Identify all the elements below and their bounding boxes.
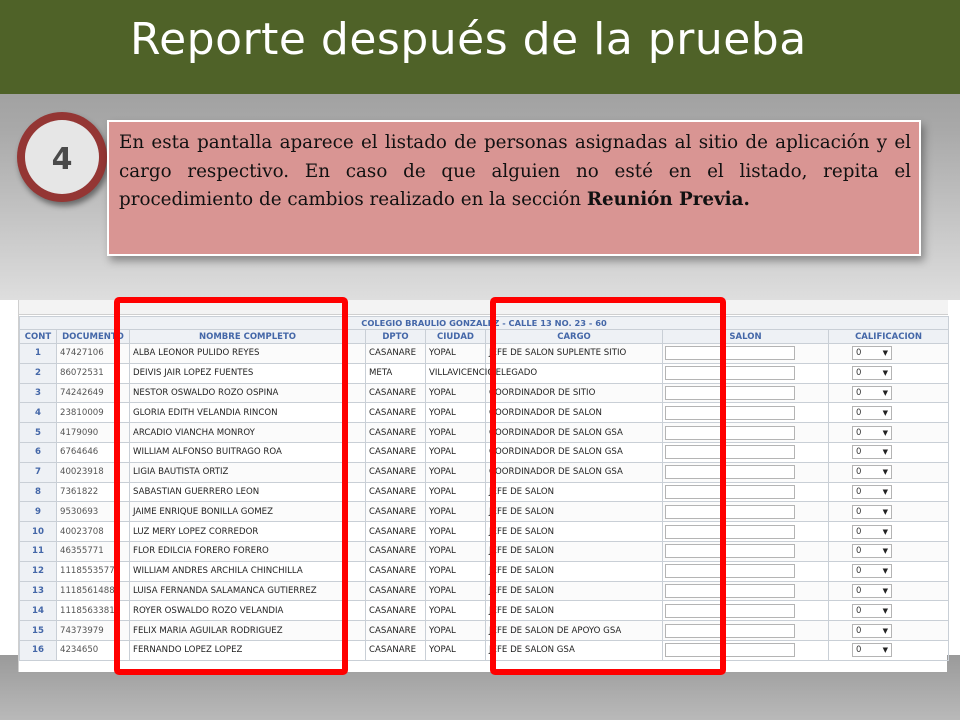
ciudad-cell: YOPAL	[426, 383, 486, 403]
ciudad-cell: YOPAL	[426, 423, 486, 443]
row-number: 14	[20, 601, 57, 621]
calificacion-cell	[829, 581, 949, 601]
row-number: 10	[20, 522, 57, 542]
calificacion-select[interactable]	[852, 505, 892, 519]
ciudad-cell: YOPAL	[426, 640, 486, 660]
calificacion-cell	[829, 403, 949, 423]
dpto-cell: CASANARE	[366, 383, 426, 403]
calificacion-select[interactable]	[852, 485, 892, 499]
calificacion-select[interactable]	[852, 525, 892, 539]
document-cell: 6764646	[57, 442, 130, 462]
name-cell: GLORIA EDITH VELANDIA RINCON	[130, 403, 366, 423]
cargo-cell: COORDINADOR DE SALON GSA	[486, 423, 663, 443]
calificacion-value: 0	[856, 427, 862, 438]
dpto-cell: META	[366, 363, 426, 383]
name-cell: ALBA LEONOR PULIDO REYES	[130, 344, 366, 364]
calificacion-cell	[829, 363, 949, 383]
document-cell: 40023708	[57, 522, 130, 542]
cargo-cell: JEFE DE SALON GSA	[486, 640, 663, 660]
calificacion-value: 0	[856, 585, 862, 596]
dpto-cell: CASANARE	[366, 442, 426, 462]
dropdown-arrow-icon: ▼	[882, 369, 888, 378]
dropdown-arrow-icon: ▼	[882, 527, 888, 536]
cargo-cell: JEFE DE SALON DE APOYO GSA	[486, 621, 663, 641]
document-cell: 1118563381	[57, 601, 130, 621]
cargo-column-highlight	[490, 297, 726, 675]
row-number: 3	[20, 383, 57, 403]
document-cell: 4234650	[57, 640, 130, 660]
note-text: En esta pantalla aparece el listado de personas asignadas al sitio de aplicación y el cargo respectivo. En caso de que alguien no esté en el listado, repita el procedimiento de cambios realizado en la sección	[119, 132, 911, 210]
cargo-cell: JEFE DE SALON	[486, 502, 663, 522]
calificacion-select[interactable]	[852, 346, 892, 360]
dropdown-arrow-icon: ▼	[882, 408, 888, 417]
step-number-badge	[17, 112, 107, 202]
calificacion-value: 0	[856, 348, 862, 359]
title-bar	[0, 0, 960, 94]
dropdown-arrow-icon: ▼	[882, 448, 888, 457]
cargo-cell: JEFE DE SALON	[486, 482, 663, 502]
row-number: 8	[20, 482, 57, 502]
document-cell: 74373979	[57, 621, 130, 641]
cargo-cell: JEFE DE SALON	[486, 601, 663, 621]
ciudad-cell: YOPAL	[426, 482, 486, 502]
dropdown-arrow-icon: ▼	[882, 626, 888, 635]
dropdown-arrow-icon: ▼	[882, 586, 888, 595]
calificacion-value: 0	[856, 447, 862, 458]
ciudad-cell: YOPAL	[426, 541, 486, 561]
dropdown-arrow-icon: ▼	[882, 428, 888, 437]
document-cell: 47427106	[57, 344, 130, 364]
calificacion-select[interactable]	[852, 386, 892, 400]
name-cell: SABASTIAN GUERRERO LEON	[130, 482, 366, 502]
col-header-cont[interactable]: CONT	[20, 330, 57, 344]
cargo-cell: COORDINADOR DE SALON GSA	[486, 462, 663, 482]
col-header-nombre[interactable]: NOMBRE COMPLETO	[130, 330, 366, 344]
dpto-cell: CASANARE	[366, 541, 426, 561]
name-cell: WILLIAM ALFONSO BUITRAGO ROA	[130, 442, 366, 462]
calificacion-cell	[829, 561, 949, 581]
name-cell: LIGIA BAUTISTA ORTIZ	[130, 462, 366, 482]
calificacion-cell	[829, 522, 949, 542]
document-cell: 7361822	[57, 482, 130, 502]
dropdown-arrow-icon: ▼	[882, 547, 888, 556]
document-cell: 46355771	[57, 541, 130, 561]
name-cell: NESTOR OSWALDO ROZO OSPINA	[130, 383, 366, 403]
name-cell: FLOR EDILCIA FORERO FORERO	[130, 541, 366, 561]
document-cell: 9530693	[57, 502, 130, 522]
dropdown-arrow-icon: ▼	[882, 507, 888, 516]
calificacion-select[interactable]	[852, 465, 892, 479]
instruction-note	[107, 120, 921, 256]
col-header-salon[interactable]: SALON	[663, 330, 829, 344]
calificacion-cell	[829, 640, 949, 660]
cargo-cell: COORDINADOR DE SALON	[486, 403, 663, 423]
row-number: 4	[20, 403, 57, 423]
dpto-cell: CASANARE	[366, 423, 426, 443]
name-cell: FELIX MARIA AGUILAR RODRIGUEZ	[130, 621, 366, 641]
cargo-cell: COORDINADOR DE SALON GSA	[486, 442, 663, 462]
step-number: 4	[51, 141, 73, 177]
calificacion-value: 0	[856, 368, 862, 379]
dpto-cell: CASANARE	[366, 502, 426, 522]
document-cell: 1118553577	[57, 561, 130, 581]
calificacion-value: 0	[856, 407, 862, 418]
ciudad-cell: YOPAL	[426, 462, 486, 482]
calificacion-value: 0	[856, 526, 862, 537]
calificacion-select[interactable]	[852, 564, 892, 578]
dropdown-arrow-icon: ▼	[882, 646, 888, 655]
document-cell: 86072531	[57, 363, 130, 383]
dropdown-arrow-icon: ▼	[882, 468, 888, 477]
ciudad-cell: YOPAL	[426, 403, 486, 423]
calificacion-select[interactable]	[852, 406, 892, 420]
cargo-cell: JEFE DE SALON	[486, 561, 663, 581]
dpto-cell: CASANARE	[366, 403, 426, 423]
dpto-cell: CASANARE	[366, 561, 426, 581]
ciudad-cell: YOPAL	[426, 344, 486, 364]
ciudad-cell: YOPAL	[426, 502, 486, 522]
name-cell: ARCADIO VIANCHA MONROY	[130, 423, 366, 443]
row-number: 7	[20, 462, 57, 482]
slide-title: Reporte después de la prueba	[130, 14, 807, 65]
cargo-cell: COORDINADOR DE SITIO	[486, 383, 663, 403]
dpto-cell: CASANARE	[366, 640, 426, 660]
row-number: 6	[20, 442, 57, 462]
dropdown-arrow-icon: ▼	[882, 388, 888, 397]
dropdown-arrow-icon: ▼	[882, 487, 888, 496]
dropdown-arrow-icon: ▼	[882, 567, 888, 576]
calificacion-value: 0	[856, 506, 862, 517]
calificacion-select[interactable]	[852, 445, 892, 459]
name-cell: DEIVIS JAIR LOPEZ FUENTES	[130, 363, 366, 383]
document-cell: 4179090	[57, 423, 130, 443]
row-number: 11	[20, 541, 57, 561]
row-number: 1	[20, 344, 57, 364]
cargo-cell: JEFE DE SALON	[486, 522, 663, 542]
dpto-cell: CASANARE	[366, 621, 426, 641]
ciudad-cell: VILLAVICENCIO	[426, 363, 486, 383]
ciudad-cell: YOPAL	[426, 561, 486, 581]
name-cell: ROYER OSWALDO ROZO VELANDIA	[130, 601, 366, 621]
cargo-cell: JEFE DE SALON	[486, 581, 663, 601]
cargo-cell: JEFE DE SALON SUPLENTE SITIO	[486, 344, 663, 364]
dpto-cell: CASANARE	[366, 522, 426, 542]
dpto-cell: CASANARE	[366, 344, 426, 364]
row-number: 16	[20, 640, 57, 660]
cargo-cell: JEFE DE SALON	[486, 541, 663, 561]
ciudad-cell: YOPAL	[426, 601, 486, 621]
note-bold-text: Reunión Previa.	[586, 189, 750, 210]
col-header-dpto[interactable]: DPTO	[366, 330, 426, 344]
cargo-cell: DELEGADO	[486, 363, 663, 383]
col-header-calificacion[interactable]: CALIFICACION	[829, 330, 949, 344]
calificacion-cell	[829, 344, 949, 364]
calificacion-value: 0	[856, 605, 862, 616]
ciudad-cell: YOPAL	[426, 442, 486, 462]
calificacion-select[interactable]	[852, 366, 892, 380]
calificacion-cell	[829, 601, 949, 621]
calificacion-value: 0	[856, 546, 862, 557]
row-number: 9	[20, 502, 57, 522]
calificacion-select[interactable]	[852, 604, 892, 618]
calificacion-cell	[829, 502, 949, 522]
calificacion-select[interactable]	[852, 426, 892, 440]
school-header: COLEGIO BRAULIO GONZALEZ - CALLE 13 NO. 23 - 60	[20, 317, 949, 330]
ciudad-cell: YOPAL	[426, 621, 486, 641]
calificacion-select[interactable]	[852, 624, 892, 638]
calificacion-cell	[829, 541, 949, 561]
calificacion-value: 0	[856, 625, 862, 636]
calificacion-select[interactable]	[852, 584, 892, 598]
dpto-cell: CASANARE	[366, 581, 426, 601]
row-number: 2	[20, 363, 57, 383]
row-number: 12	[20, 561, 57, 581]
document-cell: 74242649	[57, 383, 130, 403]
calificacion-cell	[829, 423, 949, 443]
dpto-cell: CASANARE	[366, 482, 426, 502]
row-number: 5	[20, 423, 57, 443]
calificacion-cell	[829, 442, 949, 462]
document-cell: 40023918	[57, 462, 130, 482]
name-cell: FERNANDO LOPEZ LOPEZ	[130, 640, 366, 660]
name-cell: LUZ MERY LOPEZ CORREDOR	[130, 522, 366, 542]
calificacion-cell	[829, 621, 949, 641]
name-column-highlight	[114, 297, 348, 675]
name-cell: LUISA FERNANDA SALAMANCA GUTIERREZ	[130, 581, 366, 601]
calificacion-cell	[829, 462, 949, 482]
name-cell: JAIME ENRIQUE BONILLA GOMEZ	[130, 502, 366, 522]
calificacion-cell	[829, 482, 949, 502]
ciudad-cell: YOPAL	[426, 522, 486, 542]
col-header-documento[interactable]: DOCUMENTO	[57, 330, 130, 344]
document-cell: 23810009	[57, 403, 130, 423]
name-cell: WILLIAM ANDRES ARCHILA CHINCHILLA	[130, 561, 366, 581]
ciudad-cell: YOPAL	[426, 581, 486, 601]
calificacion-value: 0	[856, 645, 862, 656]
row-number: 15	[20, 621, 57, 641]
dropdown-arrow-icon: ▼	[882, 606, 888, 615]
col-header-ciudad[interactable]: CIUDAD	[426, 330, 486, 344]
document-cell: 1118561488	[57, 581, 130, 601]
calificacion-select[interactable]	[852, 643, 892, 657]
calificacion-value: 0	[856, 387, 862, 398]
calificacion-cell	[829, 383, 949, 403]
calificacion-value: 0	[856, 566, 862, 577]
col-header-cargo[interactable]: CARGO	[486, 330, 663, 344]
dropdown-arrow-icon: ▼	[882, 349, 888, 358]
dpto-cell: CASANARE	[366, 601, 426, 621]
calificacion-value: 0	[856, 467, 862, 478]
row-number: 13	[20, 581, 57, 601]
calificacion-value: 0	[856, 486, 862, 497]
calificacion-select[interactable]	[852, 544, 892, 558]
dpto-cell: CASANARE	[366, 462, 426, 482]
